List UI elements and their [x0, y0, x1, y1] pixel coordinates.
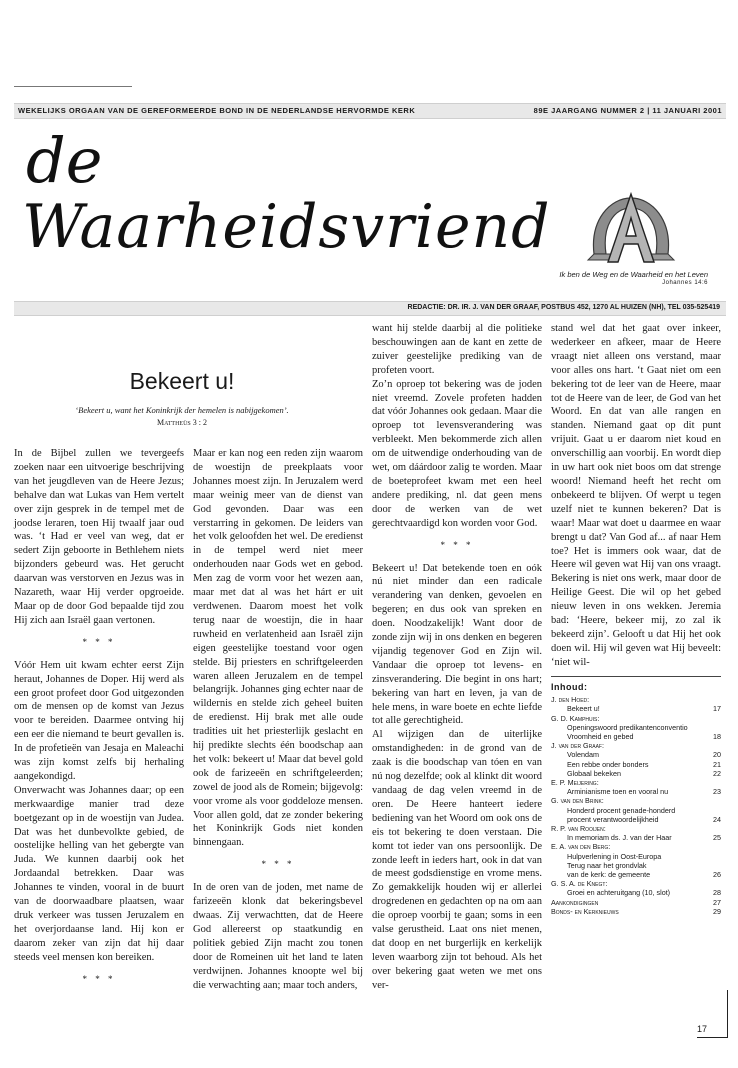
- paragraph: Vóór Hem uit kwam echter eerst Zijn heraut, Johannes de Doper. Hij werd als een groot profeet door God uitgezonden om de mensen op de komst van Jezus voor te bereiden. Daarmee ontving hij een eer die niemand te beurt gevallen is. In de profetieën van Jesaja en Maleachi was zijn komst zelfs bij herhaling aangekondigd.: [14, 659, 184, 782]
- toc-entry-page: 24: [713, 814, 721, 824]
- toc-entry-page: 29: [713, 906, 721, 916]
- toc-entry-title: Openingswoord predikantenconventio: [567, 722, 688, 732]
- toc-entry[interactable]: [551, 750, 721, 759]
- toc-entry-title: Een rebbe onder bonders: [567, 759, 649, 769]
- toc-entry-page: 27: [713, 897, 721, 907]
- toc-entry-title: Bekeert u!: [567, 704, 600, 714]
- toc-entry-page: 25: [713, 833, 721, 843]
- toc-entry-page: 28: [713, 888, 721, 898]
- page-number: 17: [697, 1024, 708, 1034]
- section-separator: * * *: [82, 636, 116, 647]
- toc-entry-title: Bonds- en Kerknieuws: [551, 906, 619, 916]
- toc-entry-title: Groei en achteruitgang (10, slot): [567, 888, 671, 898]
- toc-entry[interactable]: [551, 732, 721, 741]
- toc-entry[interactable]: [551, 898, 721, 907]
- toc-rule: [551, 676, 721, 677]
- top-rule: [14, 86, 132, 87]
- toc-entry-page: 21: [713, 759, 721, 769]
- toc-entry-title: Volendam: [567, 750, 599, 760]
- toc-entry-page: 18: [713, 732, 721, 742]
- toc-entry[interactable]: [551, 870, 721, 879]
- toc-entry-title: Aankondigingen: [551, 897, 599, 907]
- table-of-contents: [551, 676, 721, 916]
- page-corner-rule: [727, 990, 728, 1038]
- header-issue: 89E JAARGANG NUMMER 2 | 11 JANUARI 2001: [533, 106, 722, 115]
- toc-entry-page: [707, 861, 721, 870]
- toc-entry-page: 26: [713, 870, 721, 880]
- paragraph: In de Bijbel zullen we tevergeefs zoeken naar een uitvoerige beschrijving van het jeugdleven van de Heere Jezus; behalve dan wat Lukas van Hem vertelt over zijn gesprek in de tempel met de joodse leraren, toen Hij twaalf jaar oud was. ‘t Had er veel van weg, dat er sedert Zijn geboorte in Bethlehem niets bijzonders gebeurd was. Het gerucht daarvan was verstorven en Jezus was in Nazareth, waar Hij verder opgroeide. Maar op de door God bepaalde tijd zou Hij zich aan Israël gaan vertonen.: [14, 448, 184, 626]
- article-column-2: [193, 447, 363, 992]
- toc-entry-page: 23: [713, 787, 721, 797]
- motto-reference: Johannes 14:6: [662, 280, 708, 286]
- epigraph: [14, 405, 350, 427]
- toc-entry-page: 20: [713, 750, 721, 760]
- toc-author: J. den Hoed:: [551, 695, 590, 705]
- toc-entry-page: [707, 852, 721, 861]
- masthead-de: de: [26, 124, 103, 197]
- toc-entry-title: Honderd procent genade-honderd: [567, 805, 676, 815]
- toc-entry-title: Arminianisme toen en vooral nu: [567, 787, 669, 797]
- toc-entry-page: 17: [713, 704, 721, 714]
- toc-entry-page: 22: [713, 768, 721, 778]
- redaction-text: REDACTIE: DR. IR. J. VAN DER GRAAF, POSTBUS 452, 1270 AL HUIZEN (NH), TEL 035-525419: [407, 304, 720, 311]
- toc-entry[interactable]: [551, 888, 721, 897]
- section-separator: * * *: [82, 973, 116, 984]
- masthead-title: Waarheidsvriend: [22, 192, 551, 262]
- toc-entry[interactable]: [551, 723, 721, 732]
- article-column-4: [551, 322, 721, 670]
- header-bar: [14, 103, 726, 119]
- toc-entry[interactable]: [551, 769, 721, 778]
- toc-entry[interactable]: [551, 787, 721, 796]
- section-separator: * * *: [261, 859, 295, 870]
- toc-entry-title: van de kerk: de gemeente: [567, 870, 651, 880]
- toc-entry-page: [707, 806, 721, 815]
- header-organ: WEKELIJKS ORGAAN VAN DE GEREFORMEERDE BOND IN DE NEDERLANDSE HERVORMDE KERK: [18, 106, 416, 115]
- paragraph: Al wijzigen dan de uiterlijke omstandigheden: in de grond van de zaak is die boodschap van tóen en van nú nog dezelfde; ook al klinkt dit woord vandaag de dag velen vreemd in de oren. De Heere hanteert iedere bediening van het Woord om ook ons de eis tot bekering te doen verstaan. Die komt tot ieder van ons persoonlijk. De zonde leeft in ieders hart, ook in dat van de meest godsdienstige en vrome mens. Zo gemakkelijk houden wij er allerlei drogredenen en gedachten op na om aan die oproep voorbij te gaan; soms in een valse gerustheid. Laat ons niet menen, dat doop en net burgerlijk en kerkelijk leven waarborg zijn tot behoud. Als het over bekering gaat weten we met ons ver-: [372, 729, 542, 991]
- paragraph: want hij stelde daarbij al die politieke beschouwingen aan de kant en zette de zuiver geestelijke prediking van de profeten voort.: [372, 323, 542, 376]
- toc-author: E. P. Meijering:: [551, 778, 599, 788]
- toc-author: R. P. van Rooijen:: [551, 824, 606, 834]
- epigraph-text: ‘Bekeert u, want het Koninkrijk der hemelen is nabijgekomen’.: [75, 405, 289, 415]
- paragraph: Maar er kan nog een reden zijn waarom de woestijn de preekplaats voor Johannes moest zijn. In Jeruzalem werd maar weinig meer van de dienst van God gevonden. Daar was een verstarring in gekomen. De leiders van het volk geloofden het wel. De eredienst in de tempel werd niet meer onderhouden naar Gods wet en gebod. Men zag de vorm voor het wezen aan, maar met dat al was het hárt er uit verdwenen. Daarom moest het volk terug naar de woestijn, die in haar ruwheid en verlatenheid aan Israël zijn eigen geestelijke toestand voor ogen stelde. Bij priesters en schriftgeleerden waren alleen Jeruzalem en de tempel belangrijk. Johannes ging echter naar de wildernis en stelde zich geheel buiten de eredienst. Hij brak met alle oude tradities uit het priesterlijk geslacht en hij predikte slechts één boodschap aan het volk: bekeert u! Maar dat bevel gold ook de farizeeën en schriftgeleerden; zowel de jood als de Romein; bijgevolg: voor vrome als voor goddeloze mensen. Voor allen gold, dat ze zonder bekering het Koninkrijk Gods niet konden binnengaan.: [193, 448, 363, 849]
- paragraph: Zo’n oproep tot bekering was de joden niet vreemd. Zovele profeten hadden dat vóór Johannes ook gedaan. Maar die oproep tot levensverandering was verbleekt. Men bekommerde zich allen om de uitwendige onderhouding van de wet, om dáárdoor zalig te worden. Maar de boeteprofeet kwam met een heel andere prediking, nl. dat geen mens door de werken van de wet gerechtvaardigd kon worden voor God.: [372, 378, 542, 529]
- article-column-1: [14, 447, 184, 996]
- toc-entry[interactable]: [551, 861, 721, 870]
- toc-entry[interactable]: [551, 852, 721, 861]
- toc-heading: Inhoud:: [551, 682, 588, 692]
- toc-entry-title: Globaal bekeken: [567, 768, 621, 778]
- section-separator: * * *: [440, 539, 474, 550]
- toc-entry[interactable]: [551, 907, 721, 916]
- toc-entry-page: [707, 723, 721, 732]
- toc-entry-title: In memoriam ds. J. van der Haar: [567, 833, 672, 843]
- toc-entry[interactable]: [551, 704, 721, 713]
- toc-entry-title: Terug naar het grondvlak: [567, 860, 647, 870]
- epigraph-reference: Mattheüs 3 : 2: [156, 418, 207, 427]
- paragraph: Bekeert u! Dat betekende toen en oók nú niet minder dan een radicale verandering van denken, gevoelen en begeren; en dus ook van spreken en doen. Noodzakelijk! Want door de zonde zijn wij in ons denken en begeren vijandig tegenover God en Zijn wil. Vandaar die oproep tot levens- en zinsverandering. Die begint in ons hart; bekering van hart en leven, ja van de hele mens, in ware boete en echte liefde tot alle gerechtigheid.: [372, 562, 542, 727]
- toc-entry[interactable]: [551, 760, 721, 769]
- motto-text: Ik ben de Weg en de Waarheid en het Leven: [559, 270, 708, 279]
- toc-entry[interactable]: [551, 806, 721, 815]
- toc-entry[interactable]: [551, 815, 721, 824]
- toc-author: G. D. Kamphuis:: [551, 713, 600, 723]
- toc-entry-title: Vroomheid en gebed: [567, 732, 634, 742]
- toc-entry-title: Hulpverlening in Oost-Europa: [567, 851, 662, 861]
- toc-entry[interactable]: [551, 833, 721, 842]
- alpha-omega-logo-icon: [586, 190, 676, 268]
- toc-author: E. A. van den Berg:: [551, 842, 611, 852]
- paragraph: In de oren van de joden, met name de farizeeën klonk dat bekeringsbevel dwaas. Zij verwachtten, dat de Heere God allereerst op staatkundig en politiek gebied Zijn macht zou tonen door de Romeinen uit het land te laten verdwijnen. Johannes knoopte wel bij die verwachting aan; maar toch anders,: [193, 882, 363, 991]
- toc-author: J. van der Graaf:: [551, 741, 604, 751]
- toc-author: G. S. A. de Knegt:: [551, 879, 608, 889]
- paragraph: stand wel dat het gaat over inkeer, wederkeer en afkeer, maar de Heere vraagt niet alleen ons verstand, maar voor alles ons hart. ‘t Gaat niet om een bekering tot de leer van de Heere, maar tot de Heere van de leer, de God van het Woord. En dat van alle rangen en standen. Niemand gaat op dit punt vrijuit. Gaat u er daarom niet koud en onverschillig aan voorbij. En wordt diep in uw hart ook niet boos om dat strenge woord! Niemand heeft het recht om onbekeerd te blijven. Of werpt u tegen uzelf niet te kunnen bekeren? Dat is waar! Maar wat doet u daarmee en waar brengt u dat? Van God af... af naar Hem toe? Het is immers ook waar, dat de Heere wil geven wat Hij van ons vraagt. Bekering is niet ons werk, maar door de Heilige Geest. Die wil op het gebed nieuw leven in ons wekken. Jeremia bad: ‘Heere, bekeer mij, zo zal ik bekeerd zijn’. Gelooft u dat Hij het ook doen wil. Hij wil geven wat Hij beveelt: ‘niet wil-: [551, 323, 721, 668]
- article-column-3: [372, 322, 542, 993]
- article-title: Bekeert u!: [129, 368, 235, 394]
- motto: [559, 270, 708, 286]
- toc-entry-title: procent verantwoordelijkheid: [567, 814, 659, 824]
- toc-author: G. van den Brink:: [551, 796, 604, 806]
- redaction-bar: [14, 301, 726, 316]
- paragraph: Onverwacht was Johannes daar; op een merkwaardige manier trad deze boetgezant op in de woestijn van Judea. Dat was het dunbevolkte gebied, de oostelijke helling van het gebergte van Juda. We kunnen daarbij ook het Jordaandal betrekken. Daar was Johannes te vinden, vooral in de buurt van de doorwaadbare plaatsen, waar druk verkeer was tussen Jeruzalem en het overjordaanse land. Hij kon er daarom zeker van zijn dat hij daar steeds veel mensen kon bereiken.: [14, 784, 184, 963]
- page-number-rule: [697, 1037, 727, 1038]
